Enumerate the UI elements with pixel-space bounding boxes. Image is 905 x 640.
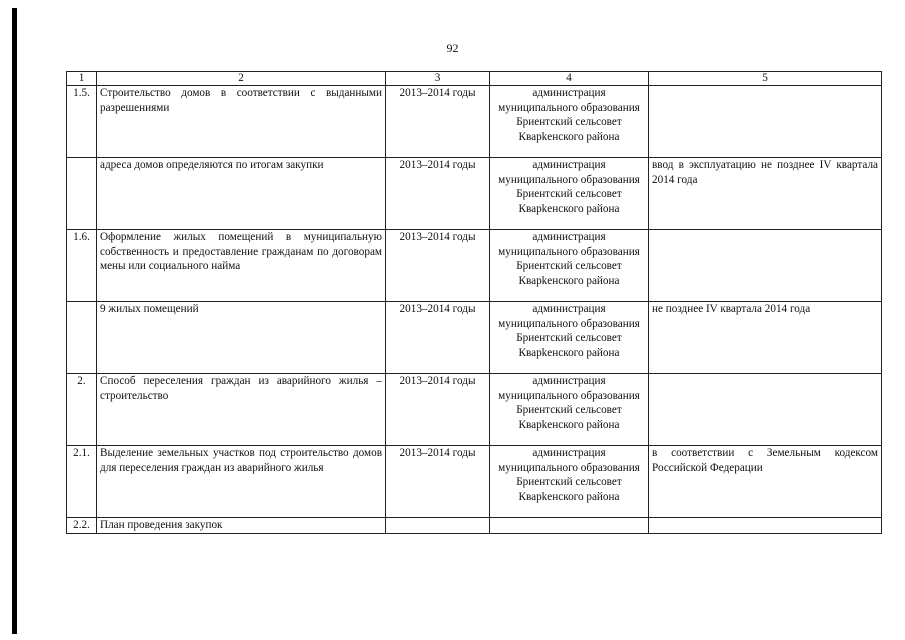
activity-description: План проведения закупок — [97, 518, 386, 534]
column-header: 4 — [490, 72, 649, 86]
row-number — [67, 158, 97, 230]
executor-cell: администрация муниципального образования Бриентский сельсовет Кварkенского района — [490, 86, 649, 158]
column-header: 1 — [67, 72, 97, 86]
period-cell: 2013–2014 годы — [386, 446, 490, 518]
column-header: 5 — [649, 72, 882, 86]
result-cell — [649, 518, 882, 534]
row-number: 1.6. — [67, 230, 97, 302]
activity-description: Строительство домов в соответствии с выданными разрешениями — [97, 86, 386, 158]
result-cell: ввод в эксплуатацию не позднее IV квартала 2014 года — [649, 158, 882, 230]
row-number: 2.1. — [67, 446, 97, 518]
period-cell: 2013–2014 годы — [386, 374, 490, 446]
table-row — [67, 158, 882, 230]
row-number: 2.2. — [67, 518, 97, 534]
column-header: 2 — [97, 72, 386, 86]
result-cell — [649, 374, 882, 446]
executor-cell: администрация муниципального образования Бриентский сельсовет Кварkенского района — [490, 374, 649, 446]
column-header: 3 — [386, 72, 490, 86]
activity-description: Выделение земельных участков под строительство домов для переселения граждан из аварийного жилья — [97, 446, 386, 518]
row-number: 2. — [67, 374, 97, 446]
program-activities-table — [66, 71, 882, 534]
table-row — [67, 86, 882, 158]
result-cell: не позднее IV квартала 2014 года — [649, 302, 882, 374]
table-row — [67, 302, 882, 374]
executor-cell: администрация муниципального образования Бриентский сельсовет Кварkенского района — [490, 446, 649, 518]
row-number — [67, 302, 97, 374]
period-cell: 2013–2014 годы — [386, 158, 490, 230]
period-cell: 2013–2014 годы — [386, 302, 490, 374]
activity-description: 9 жилых помещений — [97, 302, 386, 374]
activity-description: адреса домов определяются по итогам закупки — [97, 158, 386, 230]
table-row — [67, 518, 882, 534]
activity-description: Оформление жилых помещений в муниципальную собственность и предоставление гражданам по договорам мены или социального найма — [97, 230, 386, 302]
table-header-row — [67, 72, 882, 86]
executor-cell: администрация муниципального образования Бриентский сельсовет Кварkенского района — [490, 230, 649, 302]
scan-edge-bar — [12, 8, 17, 634]
activity-description: Способ переселения граждан из аварийного жилья – строительство — [97, 374, 386, 446]
period-cell: 2013–2014 годы — [386, 230, 490, 302]
period-cell — [386, 518, 490, 534]
table-row — [67, 230, 882, 302]
table-row — [67, 446, 882, 518]
executor-cell: администрация муниципального образования Бриентский сельсовет Кварkенского района — [490, 158, 649, 230]
result-cell — [649, 230, 882, 302]
table-row — [67, 374, 882, 446]
page-number: 92 — [446, 41, 459, 55]
result-cell: в соответствии с Земельным кодексом Российской Федерации — [649, 446, 882, 518]
row-number: 1.5. — [67, 86, 97, 158]
executor-cell: администрация муниципального образования Бриентский сельсовет Кварkенского района — [490, 302, 649, 374]
executor-cell — [490, 518, 649, 534]
result-cell — [649, 86, 882, 158]
period-cell: 2013–2014 годы — [386, 86, 490, 158]
